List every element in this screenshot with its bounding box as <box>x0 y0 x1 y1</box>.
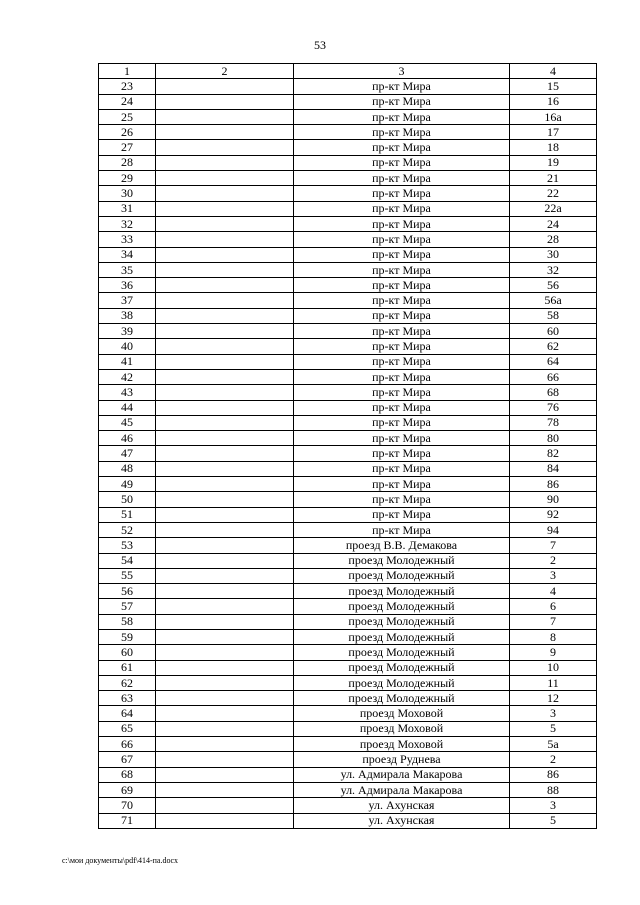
street-cell: пр-кт Мира <box>294 278 510 293</box>
street-cell: проезд Моховой <box>294 721 510 736</box>
row-number-cell: 24 <box>99 94 156 109</box>
empty-cell <box>156 675 294 690</box>
table-row <box>99 125 597 140</box>
table-row <box>99 553 597 568</box>
row-number-cell: 44 <box>99 400 156 415</box>
table-row <box>99 461 597 476</box>
empty-cell <box>156 522 294 537</box>
house-number-cell: 17 <box>510 125 597 140</box>
house-number-cell: 7 <box>510 538 597 553</box>
house-number-cell: 12 <box>510 691 597 706</box>
street-cell: проезд Молодежный <box>294 660 510 675</box>
table-row <box>99 232 597 247</box>
house-number-cell: 7 <box>510 614 597 629</box>
empty-cell <box>156 125 294 140</box>
house-number-cell: 3 <box>510 568 597 583</box>
house-number-cell: 68 <box>510 385 597 400</box>
table-row <box>99 186 597 201</box>
street-cell: пр-кт Мира <box>294 293 510 308</box>
row-number-cell: 36 <box>99 278 156 293</box>
empty-cell <box>156 324 294 339</box>
table-row <box>99 293 597 308</box>
street-cell: пр-кт Мира <box>294 155 510 170</box>
row-number-cell: 70 <box>99 798 156 813</box>
street-cell: пр-кт Мира <box>294 308 510 323</box>
empty-cell <box>156 752 294 767</box>
table-row <box>99 308 597 323</box>
empty-cell <box>156 431 294 446</box>
street-cell: пр-кт Мира <box>294 522 510 537</box>
house-number-cell: 64 <box>510 354 597 369</box>
empty-cell <box>156 553 294 568</box>
row-number-cell: 59 <box>99 629 156 644</box>
house-number-cell: 30 <box>510 247 597 262</box>
row-number-cell: 41 <box>99 354 156 369</box>
row-number-cell: 50 <box>99 492 156 507</box>
row-number-cell: 37 <box>99 293 156 308</box>
street-cell: пр-кт Мира <box>294 415 510 430</box>
empty-cell <box>156 186 294 201</box>
street-cell: ул. Ахунская <box>294 813 510 828</box>
row-number-cell: 57 <box>99 599 156 614</box>
empty-cell <box>156 446 294 461</box>
empty-cell <box>156 308 294 323</box>
row-number-cell: 65 <box>99 721 156 736</box>
street-cell: пр-кт Мира <box>294 461 510 476</box>
house-number-cell: 24 <box>510 216 597 231</box>
table-row <box>99 431 597 446</box>
empty-cell <box>156 614 294 629</box>
street-cell: ул. Ахунская <box>294 798 510 813</box>
row-number-cell: 60 <box>99 645 156 660</box>
table-row <box>99 660 597 675</box>
row-number-cell: 62 <box>99 675 156 690</box>
street-cell: пр-кт Мира <box>294 507 510 522</box>
house-number-cell: 76 <box>510 400 597 415</box>
house-number-cell: 90 <box>510 492 597 507</box>
house-number-cell: 3 <box>510 798 597 813</box>
empty-cell <box>156 232 294 247</box>
street-cell: проезд Молодежный <box>294 614 510 629</box>
street-cell: пр-кт Мира <box>294 262 510 277</box>
empty-cell <box>156 201 294 216</box>
street-cell: пр-кт Мира <box>294 109 510 124</box>
table-row <box>99 140 597 155</box>
row-number-cell: 63 <box>99 691 156 706</box>
street-cell: пр-кт Мира <box>294 216 510 231</box>
street-cell: пр-кт Мира <box>294 79 510 94</box>
house-number-cell: 94 <box>510 522 597 537</box>
table-row <box>99 737 597 752</box>
empty-cell <box>156 477 294 492</box>
table-row <box>99 171 597 186</box>
house-number-cell: 18 <box>510 140 597 155</box>
empty-cell <box>156 599 294 614</box>
table-row <box>99 629 597 644</box>
house-number-cell: 92 <box>510 507 597 522</box>
row-number-cell: 26 <box>99 125 156 140</box>
street-cell: проезд Молодежный <box>294 675 510 690</box>
table-row <box>99 568 597 583</box>
street-cell: проезд Молодежный <box>294 553 510 568</box>
row-number-cell: 45 <box>99 415 156 430</box>
row-number-cell: 69 <box>99 782 156 797</box>
row-number-cell: 35 <box>99 262 156 277</box>
house-number-cell: 21 <box>510 171 597 186</box>
street-cell: проезд Молодежный <box>294 568 510 583</box>
row-number-cell: 27 <box>99 140 156 155</box>
table-row <box>99 721 597 736</box>
street-cell: пр-кт Мира <box>294 201 510 216</box>
row-number-cell: 33 <box>99 232 156 247</box>
street-cell: пр-кт Мира <box>294 400 510 415</box>
street-cell: проезд Молодежный <box>294 599 510 614</box>
street-cell: проезд Руднева <box>294 752 510 767</box>
empty-cell <box>156 140 294 155</box>
empty-cell <box>156 737 294 752</box>
table-row <box>99 477 597 492</box>
house-number-cell: 32 <box>510 262 597 277</box>
empty-cell <box>156 94 294 109</box>
street-cell: проезд Моховой <box>294 706 510 721</box>
empty-cell <box>156 660 294 675</box>
empty-cell <box>156 216 294 231</box>
row-number-cell: 34 <box>99 247 156 262</box>
table-row <box>99 385 597 400</box>
row-number-cell: 46 <box>99 431 156 446</box>
table-row <box>99 369 597 384</box>
street-cell: пр-кт Мира <box>294 171 510 186</box>
table-row <box>99 216 597 231</box>
empty-cell <box>156 461 294 476</box>
house-number-cell: 2 <box>510 553 597 568</box>
row-number-cell: 32 <box>99 216 156 231</box>
house-number-cell: 22а <box>510 201 597 216</box>
street-cell: пр-кт Мира <box>294 186 510 201</box>
house-number-cell: 86 <box>510 767 597 782</box>
house-number-cell: 10 <box>510 660 597 675</box>
row-number-cell: 64 <box>99 706 156 721</box>
empty-cell <box>156 813 294 828</box>
house-number-cell: 8 <box>510 629 597 644</box>
table-row <box>99 94 597 109</box>
table-row <box>99 262 597 277</box>
house-number-cell: 16 <box>510 94 597 109</box>
table-row <box>99 400 597 415</box>
row-number-cell: 23 <box>99 79 156 94</box>
empty-cell <box>156 155 294 170</box>
house-number-cell: 2 <box>510 752 597 767</box>
street-cell: пр-кт Мира <box>294 492 510 507</box>
empty-cell <box>156 262 294 277</box>
table-row <box>99 492 597 507</box>
street-cell: пр-кт Мира <box>294 477 510 492</box>
row-number-cell: 55 <box>99 568 156 583</box>
house-number-cell: 5 <box>510 721 597 736</box>
row-number-cell: 47 <box>99 446 156 461</box>
row-number-cell: 30 <box>99 186 156 201</box>
house-number-cell: 3 <box>510 706 597 721</box>
empty-cell <box>156 507 294 522</box>
table-row <box>99 201 597 216</box>
house-number-cell: 82 <box>510 446 597 461</box>
house-number-cell: 16а <box>510 109 597 124</box>
empty-cell <box>156 109 294 124</box>
street-cell: пр-кт Мира <box>294 140 510 155</box>
empty-cell <box>156 369 294 384</box>
street-cell: пр-кт Мира <box>294 446 510 461</box>
table-row <box>99 614 597 629</box>
street-cell: проезд Молодежный <box>294 629 510 644</box>
table-row <box>99 446 597 461</box>
page-number: 53 <box>314 38 326 52</box>
table-row <box>99 415 597 430</box>
row-number-cell: 54 <box>99 553 156 568</box>
row-number-cell: 43 <box>99 385 156 400</box>
row-number-cell: 71 <box>99 813 156 828</box>
empty-cell <box>156 691 294 706</box>
empty-cell <box>156 79 294 94</box>
empty-cell <box>156 584 294 599</box>
empty-cell <box>156 782 294 797</box>
street-cell: пр-кт Мира <box>294 324 510 339</box>
table-row <box>99 706 597 721</box>
street-cell: проезд Моховой <box>294 737 510 752</box>
row-number-cell: 31 <box>99 201 156 216</box>
house-number-cell: 9 <box>510 645 597 660</box>
empty-cell <box>156 706 294 721</box>
empty-cell <box>156 492 294 507</box>
row-number-cell: 49 <box>99 477 156 492</box>
row-number-cell: 38 <box>99 308 156 323</box>
house-number-cell: 60 <box>510 324 597 339</box>
column-header-3: 3 <box>294 64 510 79</box>
row-number-cell: 52 <box>99 522 156 537</box>
empty-cell <box>156 278 294 293</box>
house-number-cell: 6 <box>510 599 597 614</box>
row-number-cell: 29 <box>99 171 156 186</box>
house-number-cell: 66 <box>510 369 597 384</box>
street-cell: пр-кт Мира <box>294 247 510 262</box>
row-number-cell: 58 <box>99 614 156 629</box>
file-path-footer: c:\мои документы\pdf\414-па.docx <box>62 856 178 865</box>
table-row <box>99 798 597 813</box>
table-row <box>99 584 597 599</box>
row-number-cell: 40 <box>99 339 156 354</box>
table-row <box>99 782 597 797</box>
street-cell: пр-кт Мира <box>294 431 510 446</box>
empty-cell <box>156 339 294 354</box>
table-row <box>99 109 597 124</box>
house-number-cell: 11 <box>510 675 597 690</box>
street-cell: пр-кт Мира <box>294 369 510 384</box>
house-number-cell: 15 <box>510 79 597 94</box>
empty-cell <box>156 247 294 262</box>
house-number-cell: 88 <box>510 782 597 797</box>
street-cell: проезд В.В. Демакова <box>294 538 510 553</box>
column-header-2: 2 <box>156 64 294 79</box>
house-number-cell: 28 <box>510 232 597 247</box>
house-number-cell: 84 <box>510 461 597 476</box>
house-number-cell: 4 <box>510 584 597 599</box>
table-row <box>99 752 597 767</box>
street-cell: пр-кт Мира <box>294 385 510 400</box>
table-row <box>99 324 597 339</box>
house-number-cell: 22 <box>510 186 597 201</box>
house-number-cell: 86 <box>510 477 597 492</box>
row-number-cell: 67 <box>99 752 156 767</box>
empty-cell <box>156 568 294 583</box>
row-number-cell: 48 <box>99 461 156 476</box>
table-row <box>99 247 597 262</box>
house-number-cell: 5 <box>510 813 597 828</box>
street-cell: проезд Молодежный <box>294 584 510 599</box>
row-number-cell: 53 <box>99 538 156 553</box>
table-row <box>99 675 597 690</box>
table-row <box>99 691 597 706</box>
column-header-4: 4 <box>510 64 597 79</box>
table-row <box>99 278 597 293</box>
table-header-row <box>99 64 597 79</box>
street-cell: пр-кт Мира <box>294 94 510 109</box>
street-cell: проезд Молодежный <box>294 691 510 706</box>
row-number-cell: 42 <box>99 369 156 384</box>
table-row <box>99 599 597 614</box>
table-row <box>99 813 597 828</box>
table-row <box>99 79 597 94</box>
house-number-cell: 80 <box>510 431 597 446</box>
empty-cell <box>156 721 294 736</box>
empty-cell <box>156 767 294 782</box>
table-row <box>99 767 597 782</box>
empty-cell <box>156 400 294 415</box>
street-cell: пр-кт Мира <box>294 232 510 247</box>
house-number-cell: 62 <box>510 339 597 354</box>
column-header-1: 1 <box>99 64 156 79</box>
house-number-cell: 56 <box>510 278 597 293</box>
row-number-cell: 28 <box>99 155 156 170</box>
empty-cell <box>156 354 294 369</box>
table-row <box>99 339 597 354</box>
row-number-cell: 51 <box>99 507 156 522</box>
table-row <box>99 522 597 537</box>
street-cell: пр-кт Мира <box>294 354 510 369</box>
row-number-cell: 66 <box>99 737 156 752</box>
house-number-cell: 56а <box>510 293 597 308</box>
empty-cell <box>156 293 294 308</box>
address-table <box>98 63 597 829</box>
row-number-cell: 39 <box>99 324 156 339</box>
table-row <box>99 645 597 660</box>
house-number-cell: 58 <box>510 308 597 323</box>
row-number-cell: 25 <box>99 109 156 124</box>
street-cell: ул. Адмирала Макарова <box>294 782 510 797</box>
house-number-cell: 19 <box>510 155 597 170</box>
row-number-cell: 56 <box>99 584 156 599</box>
empty-cell <box>156 629 294 644</box>
empty-cell <box>156 538 294 553</box>
empty-cell <box>156 798 294 813</box>
street-cell: ул. Адмирала Макарова <box>294 767 510 782</box>
house-number-cell: 78 <box>510 415 597 430</box>
street-cell: пр-кт Мира <box>294 125 510 140</box>
street-cell: проезд Молодежный <box>294 645 510 660</box>
table-body <box>99 79 597 829</box>
table-row <box>99 354 597 369</box>
table-row <box>99 155 597 170</box>
row-number-cell: 68 <box>99 767 156 782</box>
street-cell: пр-кт Мира <box>294 339 510 354</box>
empty-cell <box>156 171 294 186</box>
empty-cell <box>156 415 294 430</box>
table-row <box>99 538 597 553</box>
table-row <box>99 507 597 522</box>
house-number-cell: 5а <box>510 737 597 752</box>
empty-cell <box>156 385 294 400</box>
empty-cell <box>156 645 294 660</box>
row-number-cell: 61 <box>99 660 156 675</box>
